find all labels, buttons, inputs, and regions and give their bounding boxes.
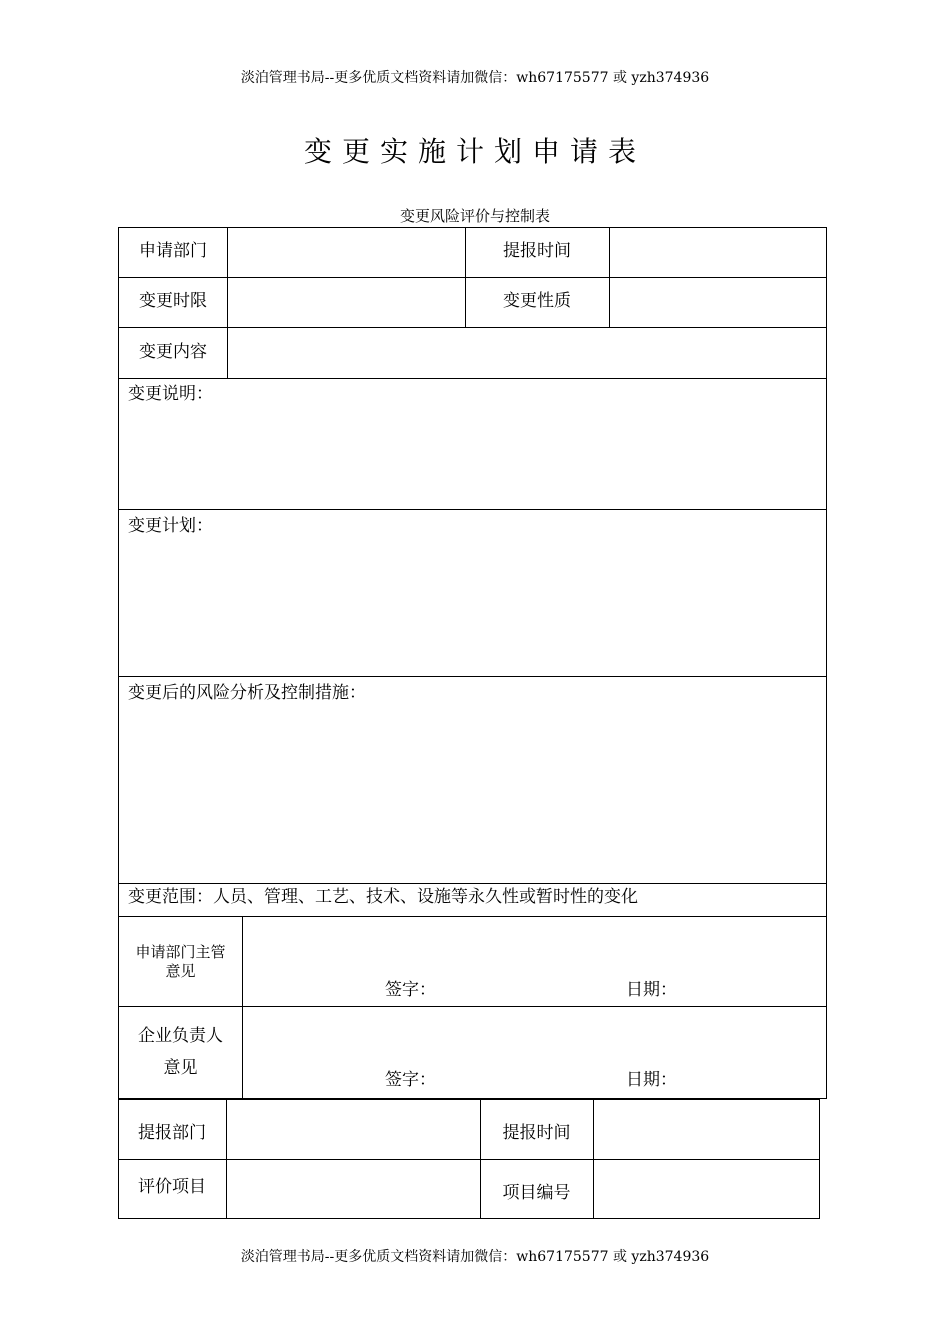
leader-opinion-line1: 企业负责人 bbox=[138, 1026, 223, 1046]
table2-bottom-border bbox=[118, 1218, 820, 1219]
report-time-label-2: 提报时间 bbox=[502, 1123, 571, 1143]
leader-opinion-label bbox=[119, 1020, 242, 1084]
leader-opinion-field[interactable] bbox=[243, 1007, 826, 1062]
leader-opinion-line2: 意见 bbox=[163, 1058, 198, 1078]
dept-head-signature-label: 签字： bbox=[385, 980, 436, 1000]
page-footer: 淡泊管理书局--更多优质文档资料请加微信：wh67175577 或 yzh374936 bbox=[240, 1249, 710, 1265]
leader-signature-label: 签字： bbox=[385, 1070, 436, 1090]
item-number-field[interactable] bbox=[594, 1160, 819, 1218]
page-header: 淡泊管理书局--更多优质文档资料请加微信：wh67175577 或 yzh374936 bbox=[240, 70, 710, 86]
change-period-field[interactable] bbox=[228, 278, 465, 327]
table-caption: 变更风险评价与控制表 bbox=[399, 207, 550, 225]
change-period-label: 变更时限 bbox=[139, 291, 207, 311]
dept-head-opinion-line2: 意见 bbox=[165, 962, 196, 980]
leader-date-label: 日期： bbox=[626, 1070, 677, 1090]
item-number-label: 项目编号 bbox=[502, 1183, 571, 1203]
risk-analysis-label: 变更后的风险分析及控制措施： bbox=[128, 683, 366, 703]
report-dept-label: 提报部门 bbox=[138, 1123, 206, 1143]
change-description-label: 变更说明： bbox=[128, 384, 213, 404]
apply-dept-field[interactable] bbox=[228, 228, 465, 277]
eval-item-field[interactable] bbox=[227, 1160, 480, 1218]
change-nature-field[interactable] bbox=[610, 278, 826, 327]
report-time-field-2[interactable] bbox=[594, 1100, 819, 1158]
row-divider bbox=[119, 509, 826, 510]
dept-head-date-label: 日期： bbox=[626, 980, 677, 1000]
change-plan-label: 变更计划： bbox=[128, 516, 213, 536]
dept-head-opinion-line1: 申请部门主管 bbox=[135, 943, 226, 961]
report-time-field[interactable] bbox=[610, 228, 826, 277]
report-time-label: 提报时间 bbox=[503, 241, 571, 261]
table2-right-border bbox=[819, 1099, 820, 1219]
report-dept-field[interactable] bbox=[227, 1100, 480, 1158]
page-title: 变更实施计划申请表 bbox=[303, 135, 646, 168]
table2-left-border bbox=[118, 1099, 119, 1219]
row-divider bbox=[119, 676, 826, 677]
change-content-label: 变更内容 bbox=[139, 342, 207, 362]
change-nature-label: 变更性质 bbox=[503, 291, 571, 311]
row-divider bbox=[119, 378, 826, 379]
dept-head-opinion-label bbox=[119, 943, 242, 981]
change-plan-field[interactable] bbox=[120, 532, 826, 675]
risk-analysis-field[interactable] bbox=[120, 700, 826, 882]
eval-item-label: 评价项目 bbox=[138, 1177, 206, 1197]
dept-head-opinion-field[interactable] bbox=[243, 917, 826, 972]
change-content-field[interactable] bbox=[228, 328, 826, 378]
change-description-field[interactable] bbox=[120, 400, 826, 508]
change-scope-text: 变更范围：人员、管理、工艺、技术、设施等永久性或暂时性的变化 bbox=[128, 887, 638, 907]
apply-dept-label: 申请部门 bbox=[139, 241, 207, 261]
